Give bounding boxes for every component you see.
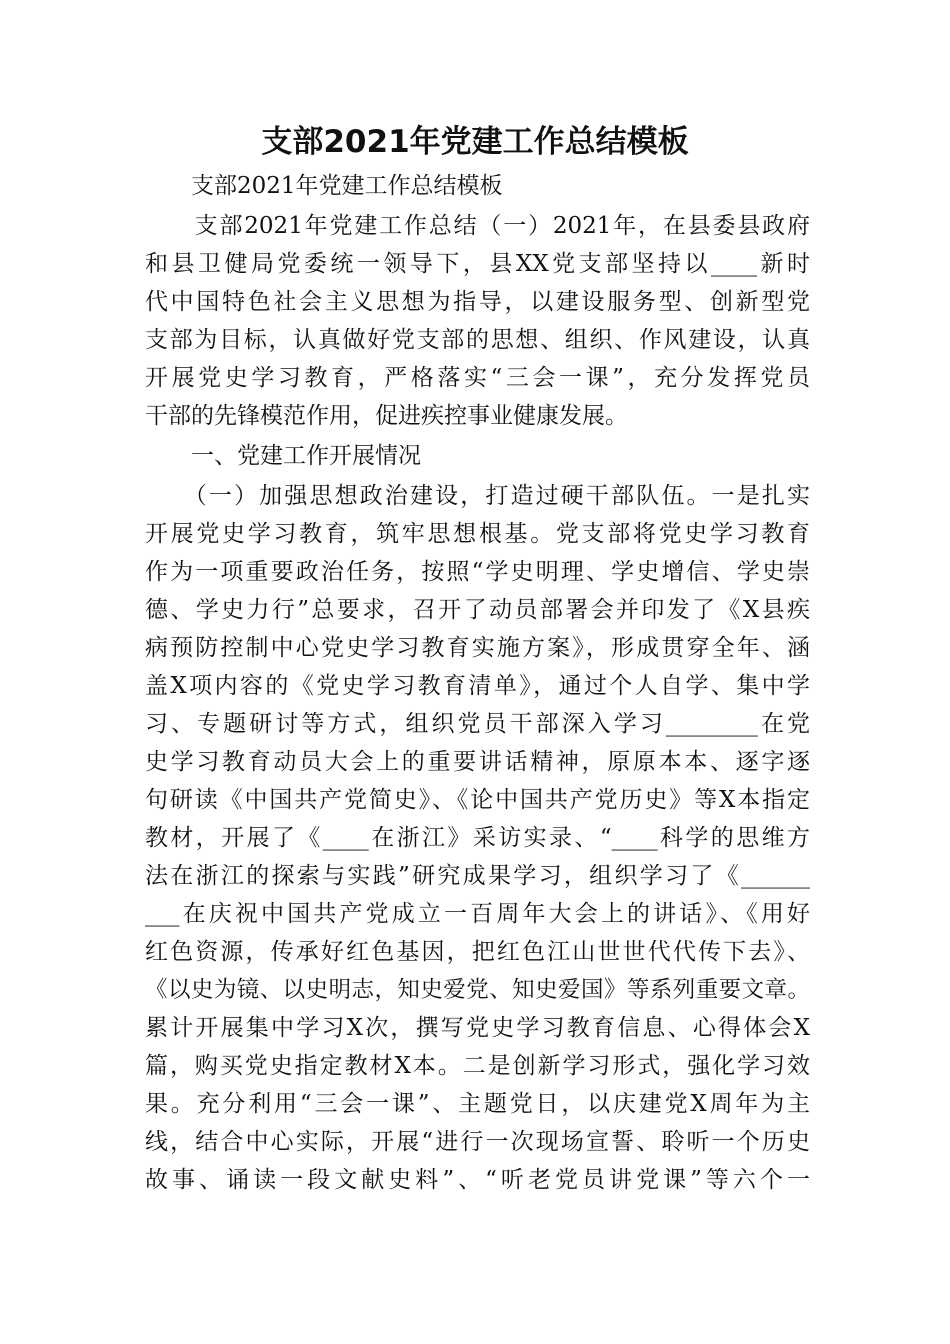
body-line: 支部2021年党建工作总结（一）2021年，在县委县政府 [145, 213, 810, 239]
body-line: 病预防控制中心党史学习教育实施方案》，形成贯穿全年、涵 [145, 635, 810, 661]
body-line: 德、学史力行”总要求，召开了动员部署会并印发了《X县疾 [145, 597, 810, 623]
section-heading: 一、党建工作开展情况 [145, 443, 421, 469]
body-line: 支部为目标，认真做好党支部的思想、组织、作风建设，认真 [145, 327, 810, 353]
body-line: 代中国特色社会主义思想为指导，以建设服务型、创新型党 [145, 289, 810, 315]
body-line: （一）加强思想政治建设，打造过硬干部队伍。一是扎实 [145, 483, 810, 509]
body-line: 《以史为镜、以史明志，知史爱党、知史爱国》等系列重要文章。 [145, 977, 810, 1003]
body-line: 线，结合中心实际，开展“进行一次现场宣誓、聆听一个历史 [145, 1129, 810, 1155]
body-line: 法在浙江的探索与实践”研究成果学习，组织学习了《______ [145, 863, 810, 889]
body-line: 累计开展集中学习X次，撰写党史学习教育信息、心得体会X [145, 1015, 810, 1041]
body-line: 作为一项重要政治任务，按照“学史明理、学史增信、学史崇 [145, 559, 810, 585]
body-line: 故事、诵读一段文献史料”、“听老党员讲党课”等六个一 [145, 1167, 810, 1193]
body-line: 开展党史学习教育，严格落实“三会一课”，充分发挥党员 [145, 365, 810, 391]
body-line: 和县卫健局党委统一领导下，县XX党支部坚持以____新时 [145, 251, 810, 277]
body-line: 篇，购买党史指定教材X本。二是创新学习形式，强化学习效 [145, 1053, 810, 1079]
body-line: 干部的先锋模范作用，促进疾控事业健康发展。 [145, 403, 628, 429]
body-line: 句研读《中国共产党简史》、《论中国共产党历史》等X本指定 [145, 787, 810, 813]
body-line: 开展党史学习教育，筑牢思想根基。党支部将党史学习教育 [145, 521, 810, 547]
body-line: 史学习教育动员大会上的重要讲话精神，原原本本、逐字逐 [145, 749, 810, 775]
body-line: 支部2021年党建工作总结模板 [145, 173, 503, 199]
body-line: ___在庆祝中国共产党成立一百周年大会上的讲话》、《用好 [145, 901, 810, 927]
body-line: 习、专题研讨等方式，组织党员干部深入学习________在党 [145, 711, 810, 737]
body-line: 红色资源，传承好红色基因，把红色江山世世代代传下去》、 [145, 939, 810, 965]
body-line: 教材，开展了《____在浙江》采访实录、“____科学的思维方 [145, 825, 810, 851]
document-title: 支部2021年党建工作总结模板 [261, 124, 689, 160]
body-line: 盖X项内容的《党史学习教育清单》，通过个人自学、集中学 [145, 673, 810, 699]
body-line: 果。充分利用“三会一课”、主题党日，以庆建党X周年为主 [145, 1091, 810, 1117]
